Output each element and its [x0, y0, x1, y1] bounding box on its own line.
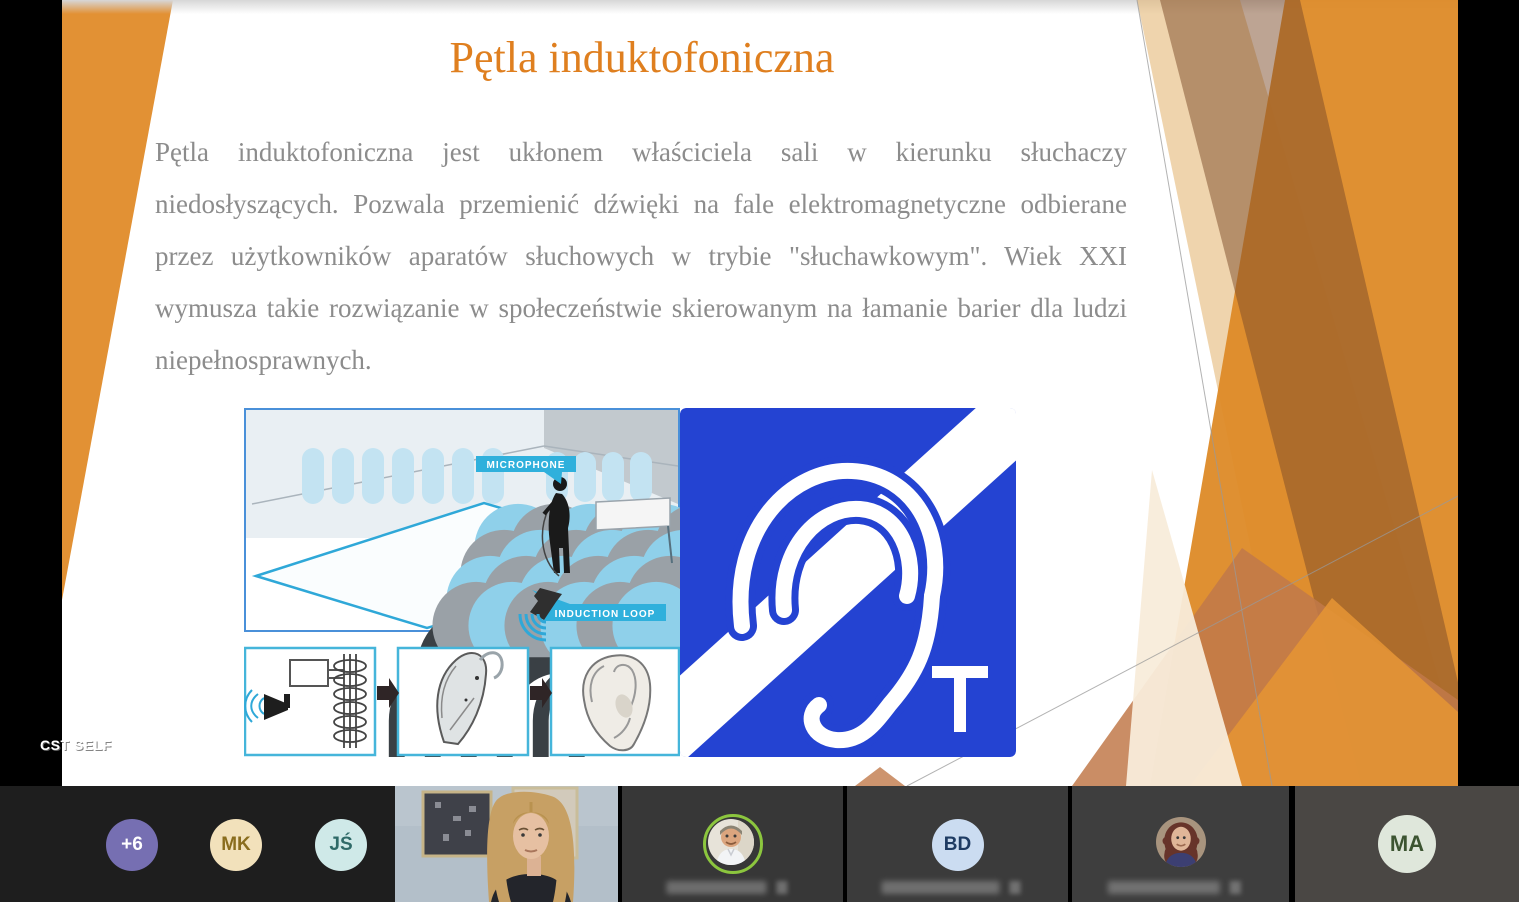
- participant-tile[interactable]: [1072, 786, 1289, 902]
- blurred-participant-name: [666, 881, 766, 894]
- svg-text:INDUCTION LOOP: INDUCTION LOOP: [554, 609, 656, 620]
- participant-avatar-bd[interactable]: BD: [932, 819, 984, 871]
- projection-screen: [596, 498, 670, 530]
- webcam-video: [395, 786, 618, 902]
- muted-mic-icon: [1229, 881, 1240, 894]
- participant-avatar-js[interactable]: JŚ: [315, 819, 367, 871]
- participant-photo: [708, 819, 754, 865]
- participant-name-row: [881, 881, 1020, 894]
- participants-filmstrip: [0, 786, 1519, 902]
- speaking-participant-avatar[interactable]: [703, 814, 763, 874]
- participant-person: [487, 792, 574, 902]
- watermark: CST SELF: [40, 737, 112, 753]
- participant-video-tile[interactable]: [395, 786, 618, 902]
- hearing-loop-symbol: [680, 408, 1016, 757]
- participant-tile[interactable]: [1295, 786, 1519, 902]
- presentation-slide: [62, 0, 1458, 786]
- muted-mic-icon: [776, 881, 787, 894]
- slide-body-text: Pętla induktofoniczna jest ukłonem właściciela sali w kierunku słuchaczy niedosłyszących. Pozwala przemienić dźwięki na fale elektromagnetyczne odbierane przez użytkowników aparatów słuchowych w trybie "słuchawkowym". Wiek XXI wymusza takie rozwiązanie w społeczeństwie skierowanym na łamanie barier dla ludzi niepełnosprawnych.: [155, 137, 1127, 375]
- slide-title: Pętla induktofoniczna: [449, 33, 835, 82]
- induction-loop-diagram: [244, 408, 680, 757]
- participant-avatar-photo[interactable]: [1156, 817, 1206, 867]
- participant-avatar-mk[interactable]: MK: [210, 819, 262, 871]
- overflow-count-badge[interactable]: +6: [106, 819, 158, 871]
- wall-picture-frame: [423, 792, 491, 856]
- participant-name-row: [666, 881, 787, 894]
- participant-avatar-ma[interactable]: MA: [1378, 815, 1436, 873]
- blurred-participant-name: [1107, 881, 1219, 894]
- participant-photo: [1156, 817, 1206, 867]
- participant-tile[interactable]: [847, 786, 1068, 902]
- overflow-participants-area: [0, 786, 395, 902]
- participant-tile[interactable]: [622, 786, 843, 902]
- muted-mic-icon: [1009, 881, 1020, 894]
- svg-text:MICROPHONE: MICROPHONE: [486, 460, 566, 471]
- blurred-participant-name: [881, 881, 999, 894]
- participant-name-row: [1107, 881, 1240, 894]
